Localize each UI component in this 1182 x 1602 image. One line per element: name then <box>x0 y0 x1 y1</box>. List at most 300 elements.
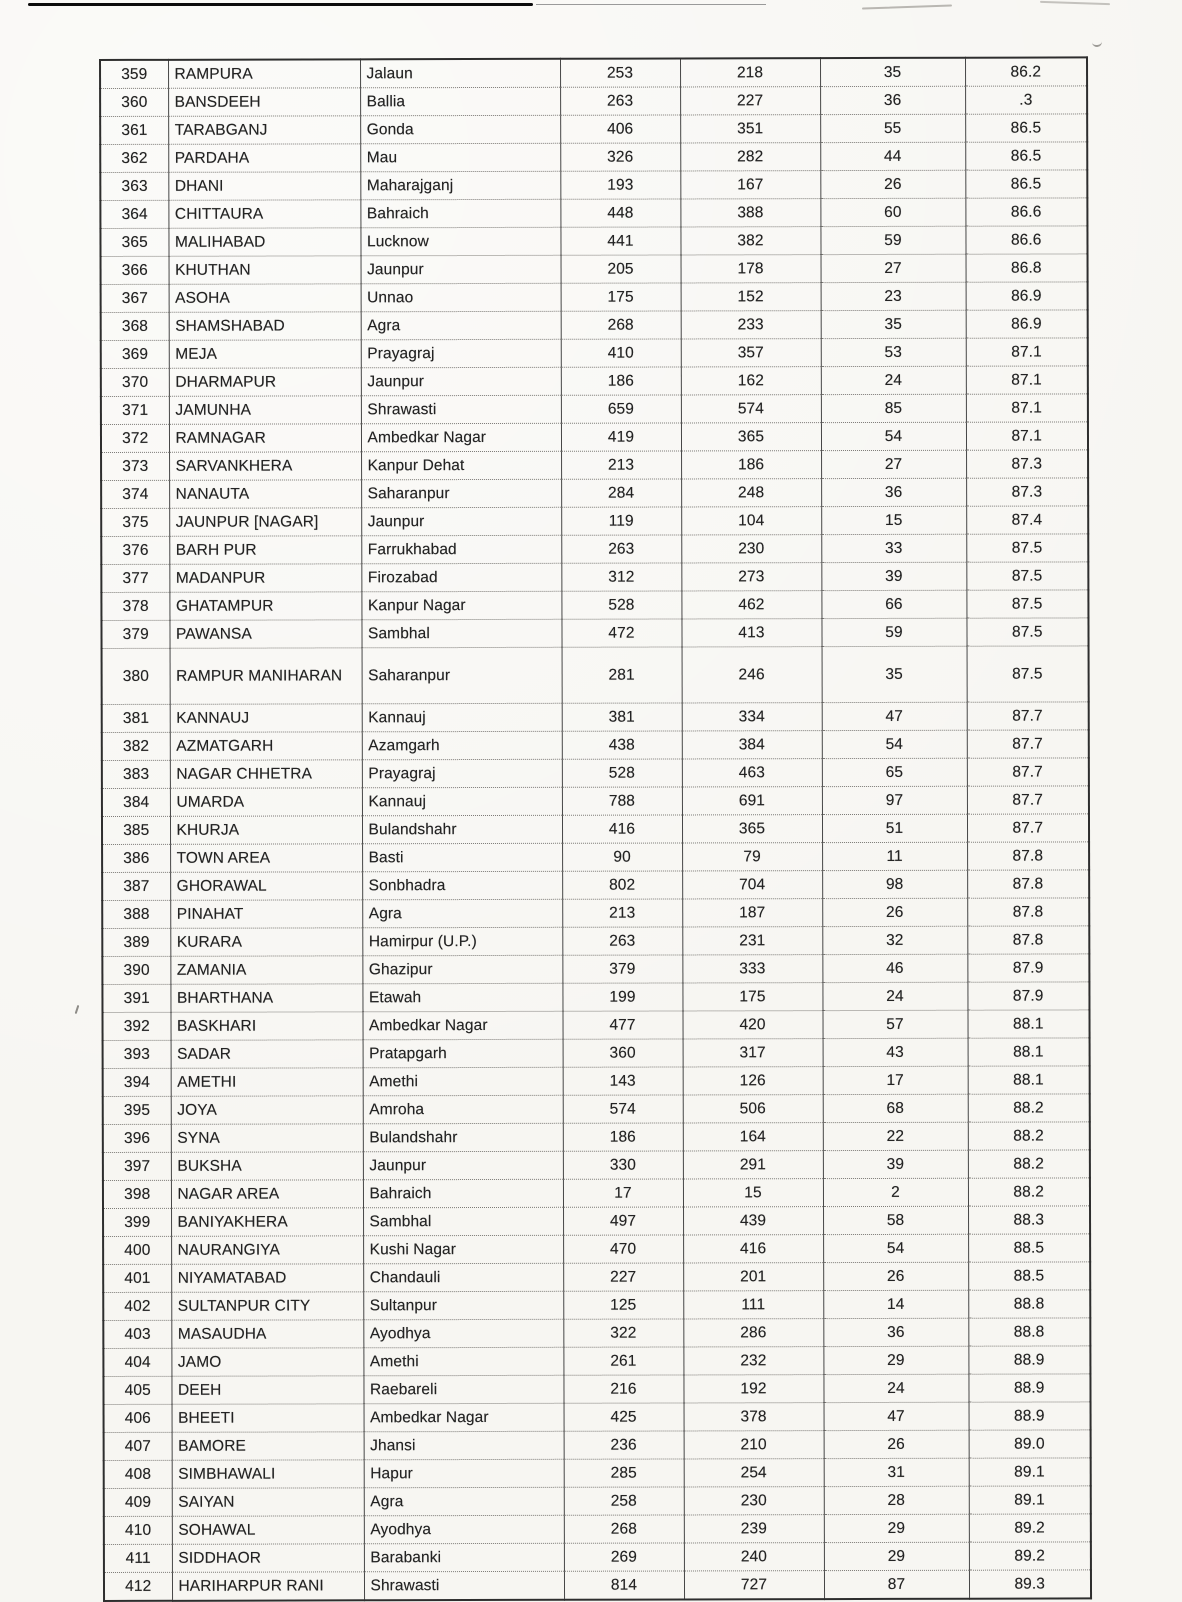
cell-value-2: 239 <box>684 1515 824 1543</box>
cell-town-name: PAWANSA <box>169 620 361 649</box>
table-row <box>100 142 1087 173</box>
cell-value-1: 175 <box>561 283 681 311</box>
cell-value-3: 68 <box>823 1094 968 1122</box>
cell-value-2: 230 <box>681 535 821 563</box>
cell-district: Prayagraj <box>362 759 562 788</box>
cell-percentage: 88.5 <box>968 1262 1090 1290</box>
cell-value-2: 462 <box>681 591 821 619</box>
cell-serial: 376 <box>101 536 169 564</box>
cell-value-2: 126 <box>683 1067 823 1095</box>
cell-percentage: 86.5 <box>965 170 1087 198</box>
cell-serial: 367 <box>101 284 169 312</box>
cell-value-3: 29 <box>824 1542 969 1570</box>
cell-town-name: NAGAR AREA <box>171 1180 363 1209</box>
cell-value-3: 46 <box>822 954 967 982</box>
cell-serial: 389 <box>102 928 170 956</box>
cell-serial: 360 <box>100 88 168 116</box>
cell-value-3: 31 <box>824 1458 969 1486</box>
cell-percentage: 89.3 <box>969 1570 1091 1599</box>
cell-value-2: 420 <box>682 1011 822 1039</box>
cell-serial: 377 <box>101 564 169 592</box>
cell-value-3: 60 <box>820 198 965 226</box>
cell-value-3: 26 <box>824 1430 969 1458</box>
table-row <box>103 1038 1090 1069</box>
cell-value-3: 24 <box>821 366 966 394</box>
cell-town-name: BUKSHA <box>171 1152 363 1181</box>
cell-town-name: SAIYAN <box>172 1488 364 1517</box>
table-row <box>102 758 1089 789</box>
cell-town-name: MADANPUR <box>169 564 361 593</box>
cell-serial: 411 <box>104 1544 172 1572</box>
cell-town-name: CHITTAURA <box>168 200 360 229</box>
cell-value-1: 193 <box>560 171 680 199</box>
cell-serial: 374 <box>101 480 169 508</box>
cell-value-1: 326 <box>560 143 680 171</box>
cell-serial: 386 <box>102 844 170 872</box>
table-row <box>104 1458 1091 1489</box>
cell-town-name: JAUNPUR [NAGAR] <box>169 508 361 537</box>
cell-town-name: GHORAWAL <box>170 872 362 901</box>
cell-value-2: 186 <box>681 451 821 479</box>
cell-value-3: 32 <box>822 926 967 954</box>
table-row <box>104 1430 1091 1461</box>
cell-district: Jalaun <box>360 59 560 88</box>
cell-serial: 363 <box>100 172 168 200</box>
cell-town-name: DHARMAPUR <box>169 368 361 397</box>
cell-percentage: 89.1 <box>969 1486 1091 1514</box>
cell-value-1: 419 <box>561 423 681 451</box>
cell-district: Pratapgarh <box>363 1039 563 1068</box>
cell-value-2: 365 <box>682 815 822 843</box>
cell-serial: 380 <box>102 648 170 704</box>
cell-percentage: 86.6 <box>965 226 1087 254</box>
cell-percentage: 86.5 <box>965 142 1087 170</box>
cell-percentage: 88.8 <box>968 1290 1090 1318</box>
cell-town-name: BHARTHANA <box>170 984 362 1013</box>
cell-percentage: 88.1 <box>968 1038 1090 1066</box>
table-row <box>100 114 1087 145</box>
cell-value-1: 416 <box>562 815 682 843</box>
cell-town-name: NAGAR CHHETRA <box>170 760 362 789</box>
cell-district: Kannauj <box>362 787 562 816</box>
cell-district: Ayodhya <box>364 1515 564 1544</box>
table-row <box>103 1318 1090 1349</box>
cell-value-1: 199 <box>562 983 682 1011</box>
cell-district: Shrawasti <box>364 1571 564 1600</box>
cell-value-3: 35 <box>822 646 967 702</box>
table-row <box>103 1234 1090 1265</box>
cell-value-1: 788 <box>562 787 682 815</box>
cell-value-1: 284 <box>561 479 681 507</box>
cell-value-3: 54 <box>822 730 967 758</box>
cell-serial: 388 <box>102 900 170 928</box>
cell-value-2: 727 <box>684 1571 824 1600</box>
cell-value-3: 24 <box>823 1374 968 1402</box>
cell-town-name: TOWN AREA <box>170 844 362 873</box>
cell-percentage: 88.9 <box>968 1346 1090 1374</box>
cell-percentage: 86.8 <box>966 254 1088 282</box>
cell-value-1: 227 <box>563 1263 683 1291</box>
cell-serial: 406 <box>104 1404 172 1432</box>
cell-town-name: GHATAMPUR <box>169 592 361 621</box>
cell-serial: 359 <box>100 60 168 89</box>
cell-value-3: 59 <box>820 226 965 254</box>
cell-value-2: 104 <box>681 507 821 535</box>
table-row <box>101 422 1088 453</box>
cell-serial: 392 <box>102 1012 170 1040</box>
cell-serial: 366 <box>101 256 169 284</box>
table-row <box>102 842 1089 873</box>
table-row <box>102 646 1089 705</box>
cell-town-name: BARH PUR <box>169 536 361 565</box>
cell-town-name: AZMATGARH <box>170 732 362 761</box>
cell-value-3: 87 <box>824 1570 969 1599</box>
cell-value-2: 192 <box>683 1375 823 1403</box>
table-row <box>104 1514 1091 1545</box>
cell-serial: 361 <box>100 116 168 144</box>
cell-value-2: 413 <box>681 619 821 647</box>
cell-district: Ghazipur <box>362 955 562 984</box>
cell-value-1: 477 <box>562 1011 682 1039</box>
cell-value-2: 333 <box>682 955 822 983</box>
cell-value-1: 213 <box>562 899 682 927</box>
cell-town-name: MALIHABAD <box>168 228 360 257</box>
cell-value-3: 15 <box>821 506 966 534</box>
cell-town-name: BAMORE <box>172 1432 364 1461</box>
cell-serial: 362 <box>100 144 168 172</box>
cell-percentage: 88.2 <box>968 1150 1090 1178</box>
cell-serial: 396 <box>103 1124 171 1152</box>
cell-town-name: SIMBHAWALI <box>172 1460 364 1489</box>
cell-percentage: 87.5 <box>966 562 1088 590</box>
cell-value-2: 463 <box>682 759 822 787</box>
table-row <box>102 870 1089 901</box>
table-row <box>102 954 1089 985</box>
cell-value-1: 406 <box>560 115 680 143</box>
cell-value-1: 322 <box>563 1319 683 1347</box>
cell-percentage: 88.1 <box>968 1066 1090 1094</box>
cell-district: Bahraich <box>363 1179 563 1208</box>
cell-value-1: 90 <box>562 843 682 871</box>
cell-value-3: 58 <box>823 1206 968 1234</box>
cell-town-name: KURARA <box>170 928 362 957</box>
cell-value-3: 53 <box>821 338 966 366</box>
cell-serial: 397 <box>103 1152 171 1180</box>
cell-value-2: 317 <box>683 1039 823 1067</box>
cell-value-1: 330 <box>563 1151 683 1179</box>
table-row <box>101 282 1088 313</box>
cell-value-1: 360 <box>563 1039 683 1067</box>
cell-district: Jhansi <box>364 1431 564 1460</box>
cell-value-2: 273 <box>681 563 821 591</box>
table-row <box>100 86 1087 117</box>
table-row <box>102 926 1089 957</box>
cell-district: Ambedkar Nagar <box>364 1403 564 1432</box>
cell-value-2: 175 <box>682 983 822 1011</box>
table-row <box>101 618 1088 649</box>
cell-value-3: 28 <box>824 1486 969 1514</box>
cell-percentage: 87.5 <box>966 590 1088 618</box>
cell-percentage: 87.7 <box>967 814 1089 842</box>
cell-serial: 385 <box>102 816 170 844</box>
cell-district: Agra <box>361 311 561 340</box>
table-row <box>101 534 1088 565</box>
cell-value-1: 448 <box>560 199 680 227</box>
cell-value-2: 111 <box>683 1291 823 1319</box>
cell-value-3: 11 <box>822 842 967 870</box>
cell-value-1: 281 <box>562 647 682 703</box>
table-row <box>102 1010 1089 1041</box>
cell-serial: 407 <box>104 1432 172 1460</box>
cell-town-name: BHEETI <box>172 1404 364 1433</box>
cell-value-2: 187 <box>682 899 822 927</box>
cell-value-1: 143 <box>563 1067 683 1095</box>
cell-value-1: 268 <box>564 1515 684 1543</box>
table-row <box>102 898 1089 929</box>
cell-value-2: 162 <box>681 367 821 395</box>
cell-value-2: 240 <box>684 1543 824 1571</box>
cell-district: Sultanpur <box>363 1291 563 1320</box>
cell-serial: 368 <box>101 312 169 340</box>
cell-value-1: 186 <box>563 1123 683 1151</box>
table-row <box>101 394 1088 425</box>
cell-percentage: 87.5 <box>967 646 1089 702</box>
cell-serial: 391 <box>102 984 170 1012</box>
cell-value-1: 574 <box>563 1095 683 1123</box>
cell-value-1: 263 <box>562 927 682 955</box>
table-row <box>101 310 1088 341</box>
cell-serial: 412 <box>104 1572 172 1601</box>
cell-value-3: 2 <box>823 1178 968 1206</box>
cell-value-3: 44 <box>820 142 965 170</box>
cell-value-3: 39 <box>823 1150 968 1178</box>
cell-percentage: .3 <box>965 86 1087 114</box>
cell-percentage: 89.0 <box>969 1430 1091 1458</box>
table-row <box>103 1374 1090 1405</box>
cell-value-3: 24 <box>822 982 967 1010</box>
cell-value-3: 66 <box>821 590 966 618</box>
cell-value-2: 351 <box>680 115 820 143</box>
cell-percentage: 88.3 <box>968 1206 1090 1234</box>
cell-value-2: 388 <box>680 199 820 227</box>
cell-percentage: 87.4 <box>966 506 1088 534</box>
table-row <box>103 1346 1090 1377</box>
cell-value-1: 312 <box>561 563 681 591</box>
cell-town-name: PARDAHA <box>168 144 360 173</box>
cell-value-2: 218 <box>680 58 820 87</box>
cell-district: Bulandshahr <box>362 815 562 844</box>
cell-town-name: SOHAWAL <box>172 1516 364 1545</box>
cell-value-3: 26 <box>823 1262 968 1290</box>
cell-district: Ayodhya <box>363 1319 563 1348</box>
table-row <box>103 1206 1090 1237</box>
table-row <box>103 1094 1090 1125</box>
cell-percentage: 87.9 <box>967 982 1089 1010</box>
cell-value-2: 382 <box>680 227 820 255</box>
cell-town-name: RAMNAGAR <box>169 424 361 453</box>
cell-value-3: 36 <box>820 86 965 114</box>
table-row <box>102 814 1089 845</box>
cell-value-2: 164 <box>683 1123 823 1151</box>
cell-serial: 401 <box>103 1264 171 1292</box>
cell-percentage: 87.7 <box>967 730 1089 758</box>
cell-value-1: 261 <box>563 1347 683 1375</box>
cell-value-3: 51 <box>822 814 967 842</box>
cell-value-1: 379 <box>562 955 682 983</box>
cell-serial: 403 <box>103 1320 171 1348</box>
cell-town-name: UMARDA <box>170 788 362 817</box>
cell-value-2: 233 <box>681 311 821 339</box>
cell-value-1: 253 <box>560 58 680 87</box>
cell-value-2: 227 <box>680 87 820 115</box>
cell-percentage: 89.1 <box>969 1458 1091 1486</box>
cell-town-name: DHANI <box>168 172 360 201</box>
cell-serial: 384 <box>102 788 170 816</box>
cell-town-name: SADAR <box>171 1040 363 1069</box>
cell-district: Kushi Nagar <box>363 1235 563 1264</box>
cell-value-2: 384 <box>682 731 822 759</box>
cell-percentage: 87.8 <box>967 926 1089 954</box>
table-row <box>104 1570 1091 1601</box>
cell-value-2: 232 <box>683 1347 823 1375</box>
cell-town-name: RAMPUR MANIHARAN <box>170 648 362 705</box>
cell-district: Maharajganj <box>360 171 560 200</box>
cell-value-3: 54 <box>823 1234 968 1262</box>
cell-district: Jaunpur <box>361 507 561 536</box>
cell-value-1: 528 <box>561 591 681 619</box>
cell-value-3: 59 <box>821 618 966 646</box>
cell-town-name: MEJA <box>169 340 361 369</box>
cell-value-2: 691 <box>682 787 822 815</box>
cell-town-name: KHURJA <box>170 816 362 845</box>
cell-value-1: 263 <box>560 87 680 115</box>
table-row <box>101 590 1088 621</box>
cell-town-name: DEEH <box>171 1376 363 1405</box>
cell-value-3: 17 <box>823 1066 968 1094</box>
cell-serial: 394 <box>103 1068 171 1096</box>
cell-town-name: MASAUDHA <box>171 1320 363 1349</box>
table-row <box>102 982 1089 1013</box>
cell-town-name: HARIHARPUR RANI <box>172 1572 364 1601</box>
table-row <box>101 366 1088 397</box>
cell-town-name: SULTANPUR CITY <box>171 1292 363 1321</box>
table-row <box>104 1402 1091 1433</box>
cell-percentage: 87.7 <box>967 786 1089 814</box>
cell-percentage: 87.8 <box>967 842 1089 870</box>
cell-serial: 372 <box>101 424 169 452</box>
cell-value-3: 29 <box>824 1514 969 1542</box>
cell-value-1: 441 <box>560 227 680 255</box>
cell-district: Etawah <box>362 983 562 1012</box>
scan-artifact-line-faint <box>536 4 766 5</box>
cell-serial: 371 <box>101 396 169 424</box>
cell-town-name: SARVANKHERA <box>169 452 361 481</box>
cell-serial: 379 <box>101 620 169 648</box>
cell-percentage: 87.5 <box>966 534 1088 562</box>
cell-serial: 365 <box>100 228 168 256</box>
cell-town-name: PINAHAT <box>170 900 362 929</box>
cell-town-name: SIDDHAOR <box>172 1544 364 1573</box>
cell-value-2: 291 <box>683 1151 823 1179</box>
table-row <box>101 478 1088 509</box>
cell-value-2: 334 <box>682 703 822 731</box>
cell-serial: 383 <box>102 760 170 788</box>
cell-value-2: 704 <box>682 871 822 899</box>
cell-serial: 382 <box>102 732 170 760</box>
table-row <box>100 198 1087 229</box>
data-table <box>99 56 1092 1602</box>
cell-district: Jaunpur <box>363 1151 563 1180</box>
cell-value-3: 54 <box>821 422 966 450</box>
table-row <box>100 170 1087 201</box>
cell-percentage: 89.2 <box>969 1542 1091 1570</box>
cell-percentage: 88.9 <box>969 1402 1091 1430</box>
cell-district: Azamgarh <box>362 731 562 760</box>
cell-value-1: 216 <box>563 1375 683 1403</box>
cell-percentage: 88.2 <box>968 1178 1090 1206</box>
cell-value-2: 439 <box>683 1207 823 1235</box>
cell-serial: 373 <box>101 452 169 480</box>
cell-value-3: 27 <box>821 254 966 282</box>
cell-town-name: RAMPURA <box>168 59 360 88</box>
cell-district: Jaunpur <box>361 367 561 396</box>
cell-district: Hapur <box>364 1459 564 1488</box>
cell-value-2: 378 <box>684 1403 824 1431</box>
cell-value-3: 57 <box>822 1010 967 1038</box>
cell-serial: 404 <box>103 1348 171 1376</box>
cell-district: Lucknow <box>360 227 560 256</box>
cell-percentage: 88.9 <box>968 1374 1090 1402</box>
table-row <box>103 1122 1090 1153</box>
cell-value-3: 26 <box>820 170 965 198</box>
cell-district: Ambedkar Nagar <box>362 1011 562 1040</box>
cell-town-name: NAURANGIYA <box>171 1236 363 1265</box>
cell-serial: 410 <box>104 1516 172 1544</box>
cell-district: Gonda <box>360 115 560 144</box>
cell-value-3: 47 <box>822 702 967 730</box>
cell-value-3: 27 <box>821 450 966 478</box>
cell-value-1: 186 <box>561 367 681 395</box>
cell-percentage: 86.6 <box>965 198 1087 226</box>
cell-serial: 408 <box>104 1460 172 1488</box>
cell-percentage: 87.8 <box>967 898 1089 926</box>
table-row <box>101 562 1088 593</box>
table-row <box>102 730 1089 761</box>
cell-value-3: 35 <box>820 58 965 87</box>
cell-percentage: 87.1 <box>966 338 1088 366</box>
cell-serial: 399 <box>103 1208 171 1236</box>
cell-town-name: JOYA <box>171 1096 363 1125</box>
cell-value-2: 286 <box>683 1319 823 1347</box>
cell-district: Ballia <box>360 87 560 116</box>
cell-percentage: 86.2 <box>965 57 1087 86</box>
cell-district: Shrawasti <box>361 395 561 424</box>
cell-district: Sonbhadra <box>362 871 562 900</box>
cell-serial: 402 <box>103 1292 171 1320</box>
cell-value-1: 381 <box>562 703 682 731</box>
table-row <box>104 1542 1091 1573</box>
cell-district: Prayagraj <box>361 339 561 368</box>
cell-value-1: 269 <box>564 1543 684 1571</box>
cell-value-1: 263 <box>561 535 681 563</box>
cell-value-2: 357 <box>681 339 821 367</box>
cell-district: Agra <box>364 1487 564 1516</box>
cell-value-2: 574 <box>681 395 821 423</box>
cell-serial: 393 <box>103 1040 171 1068</box>
cell-serial: 405 <box>103 1376 171 1404</box>
table-row <box>101 506 1088 537</box>
scan-artifact-smudge <box>862 4 952 9</box>
